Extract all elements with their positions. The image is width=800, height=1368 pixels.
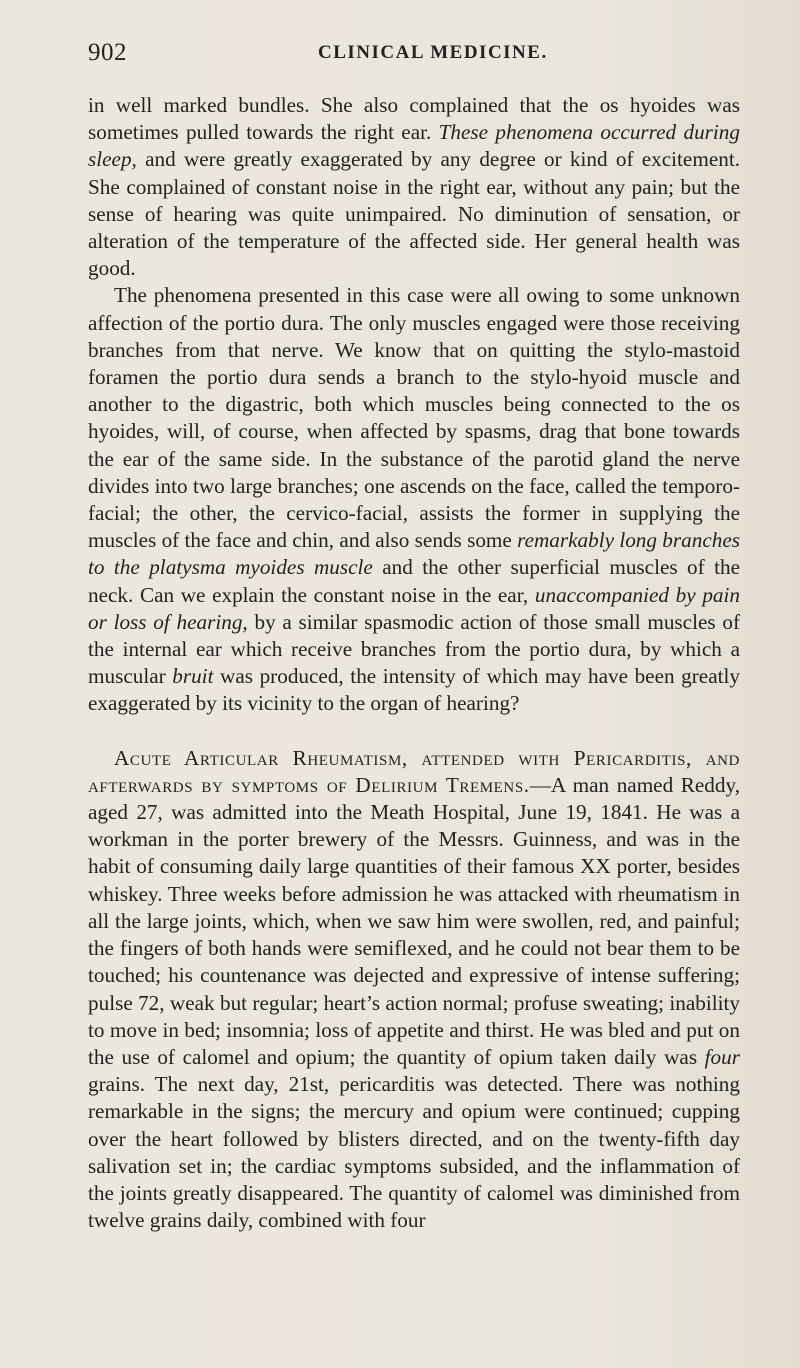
text-run: by a similar spasmodic action of those small muscles of the internal ear which receive branches from the portio dura, by which a muscular bbox=[88, 609, 740, 689]
italic-run: remarkably long branches to the platysma myoides muscle bbox=[88, 528, 740, 580]
text-run: The phenomena presented in this case were all owing to some unknown affection of the portio dura. The only muscles engaged were those receiving branches from that nerve. We know that on quitting the stylo-mastoid foramen the portio dura sends a branch to the stylo-hyoid muscle and another to the digastric, both which muscles being connected to the os hyoides, will, of course, when affected by spasms, drag that bone towards the ear of the same side. In the substance of the parotid gland the nerve divides into two large branches; one ascends on the face, called the temporo-facial; the other, the cervico-facial, assists the former in supplying the muscles of the face and chin, and also sends some bbox=[88, 283, 740, 553]
text-run: and were greatly exaggerated by any degree or kind of excitement. She complained of constant noise in the right ear, without any pain; but the sense of hearing was quite unimpaired. No diminution of sensation, or alteration of the temperature of the affected side. Her general health was good. bbox=[88, 147, 740, 281]
page-number: 902 bbox=[88, 39, 127, 66]
paragraph-2 bbox=[88, 282, 740, 717]
case-heading: Acute Articular Rheumatism, attended with Pericarditis, and afterwards by symptoms of Delirium Tremens. bbox=[88, 745, 740, 797]
text-run: in well marked bundles. She also complained that the os hyoides was sometimes pulled towards the right ear. bbox=[88, 93, 740, 145]
text-run: —A man named Reddy, aged 27, was admitted into the Meath Hospital, June 19, 1841. He was a workman in the porter brewery of the Messrs. Guinness, and was in the habit of consuming daily large quantities of their famous XX porter, besides whiskey. Three weeks before admission he was attacked with rheumatism in all the large joints, which, when we saw him were swollen, red, and painful; the fingers of both hands were semiflexed, and he could not bear them to be touched; his countenance was dejected and expressive of intense suffering; pulse 72, weak but regular; heart’s action normal; profuse sweating; inability to move in bed; insomnia; loss of appetite and thirst. He was bled and put on the use of calomel and opium; the quantity of opium taken daily was bbox=[88, 772, 741, 1069]
text-run: was produced, the intensity of which may have been greatly exaggerated by its vicinity to the organ of hearing? bbox=[88, 664, 740, 716]
paragraph-3 bbox=[88, 745, 740, 1235]
text-run: and the other superficial muscles of the neck. Can we explain the constant noise in the ear, bbox=[88, 555, 740, 607]
body-text bbox=[88, 92, 740, 1234]
paragraph-gap bbox=[88, 718, 740, 745]
italic-run: bruit bbox=[172, 664, 214, 689]
italic-run: four bbox=[704, 1044, 740, 1069]
running-title: CLINICAL MEDICINE. bbox=[318, 42, 548, 63]
italic-run: These phenomena occurred during sleep, bbox=[88, 120, 740, 172]
italic-run: unaccompanied by pain or loss of hearing, bbox=[88, 582, 740, 634]
text-run: grains. The next day, 21st, pericarditis was detected. There was nothing remarkable in the signs; the mercury and opium were continued; cupping over the heart followed by blisters directed, and on the twenty-fifth day salivation set in; the cardiac symptoms subsided, and the inflammation of the joints greatly disappeared. The quantity of calomel was diminished from twelve grains daily, combined with four bbox=[88, 1072, 740, 1233]
running-head bbox=[88, 34, 740, 72]
paragraph-1 bbox=[88, 92, 740, 282]
